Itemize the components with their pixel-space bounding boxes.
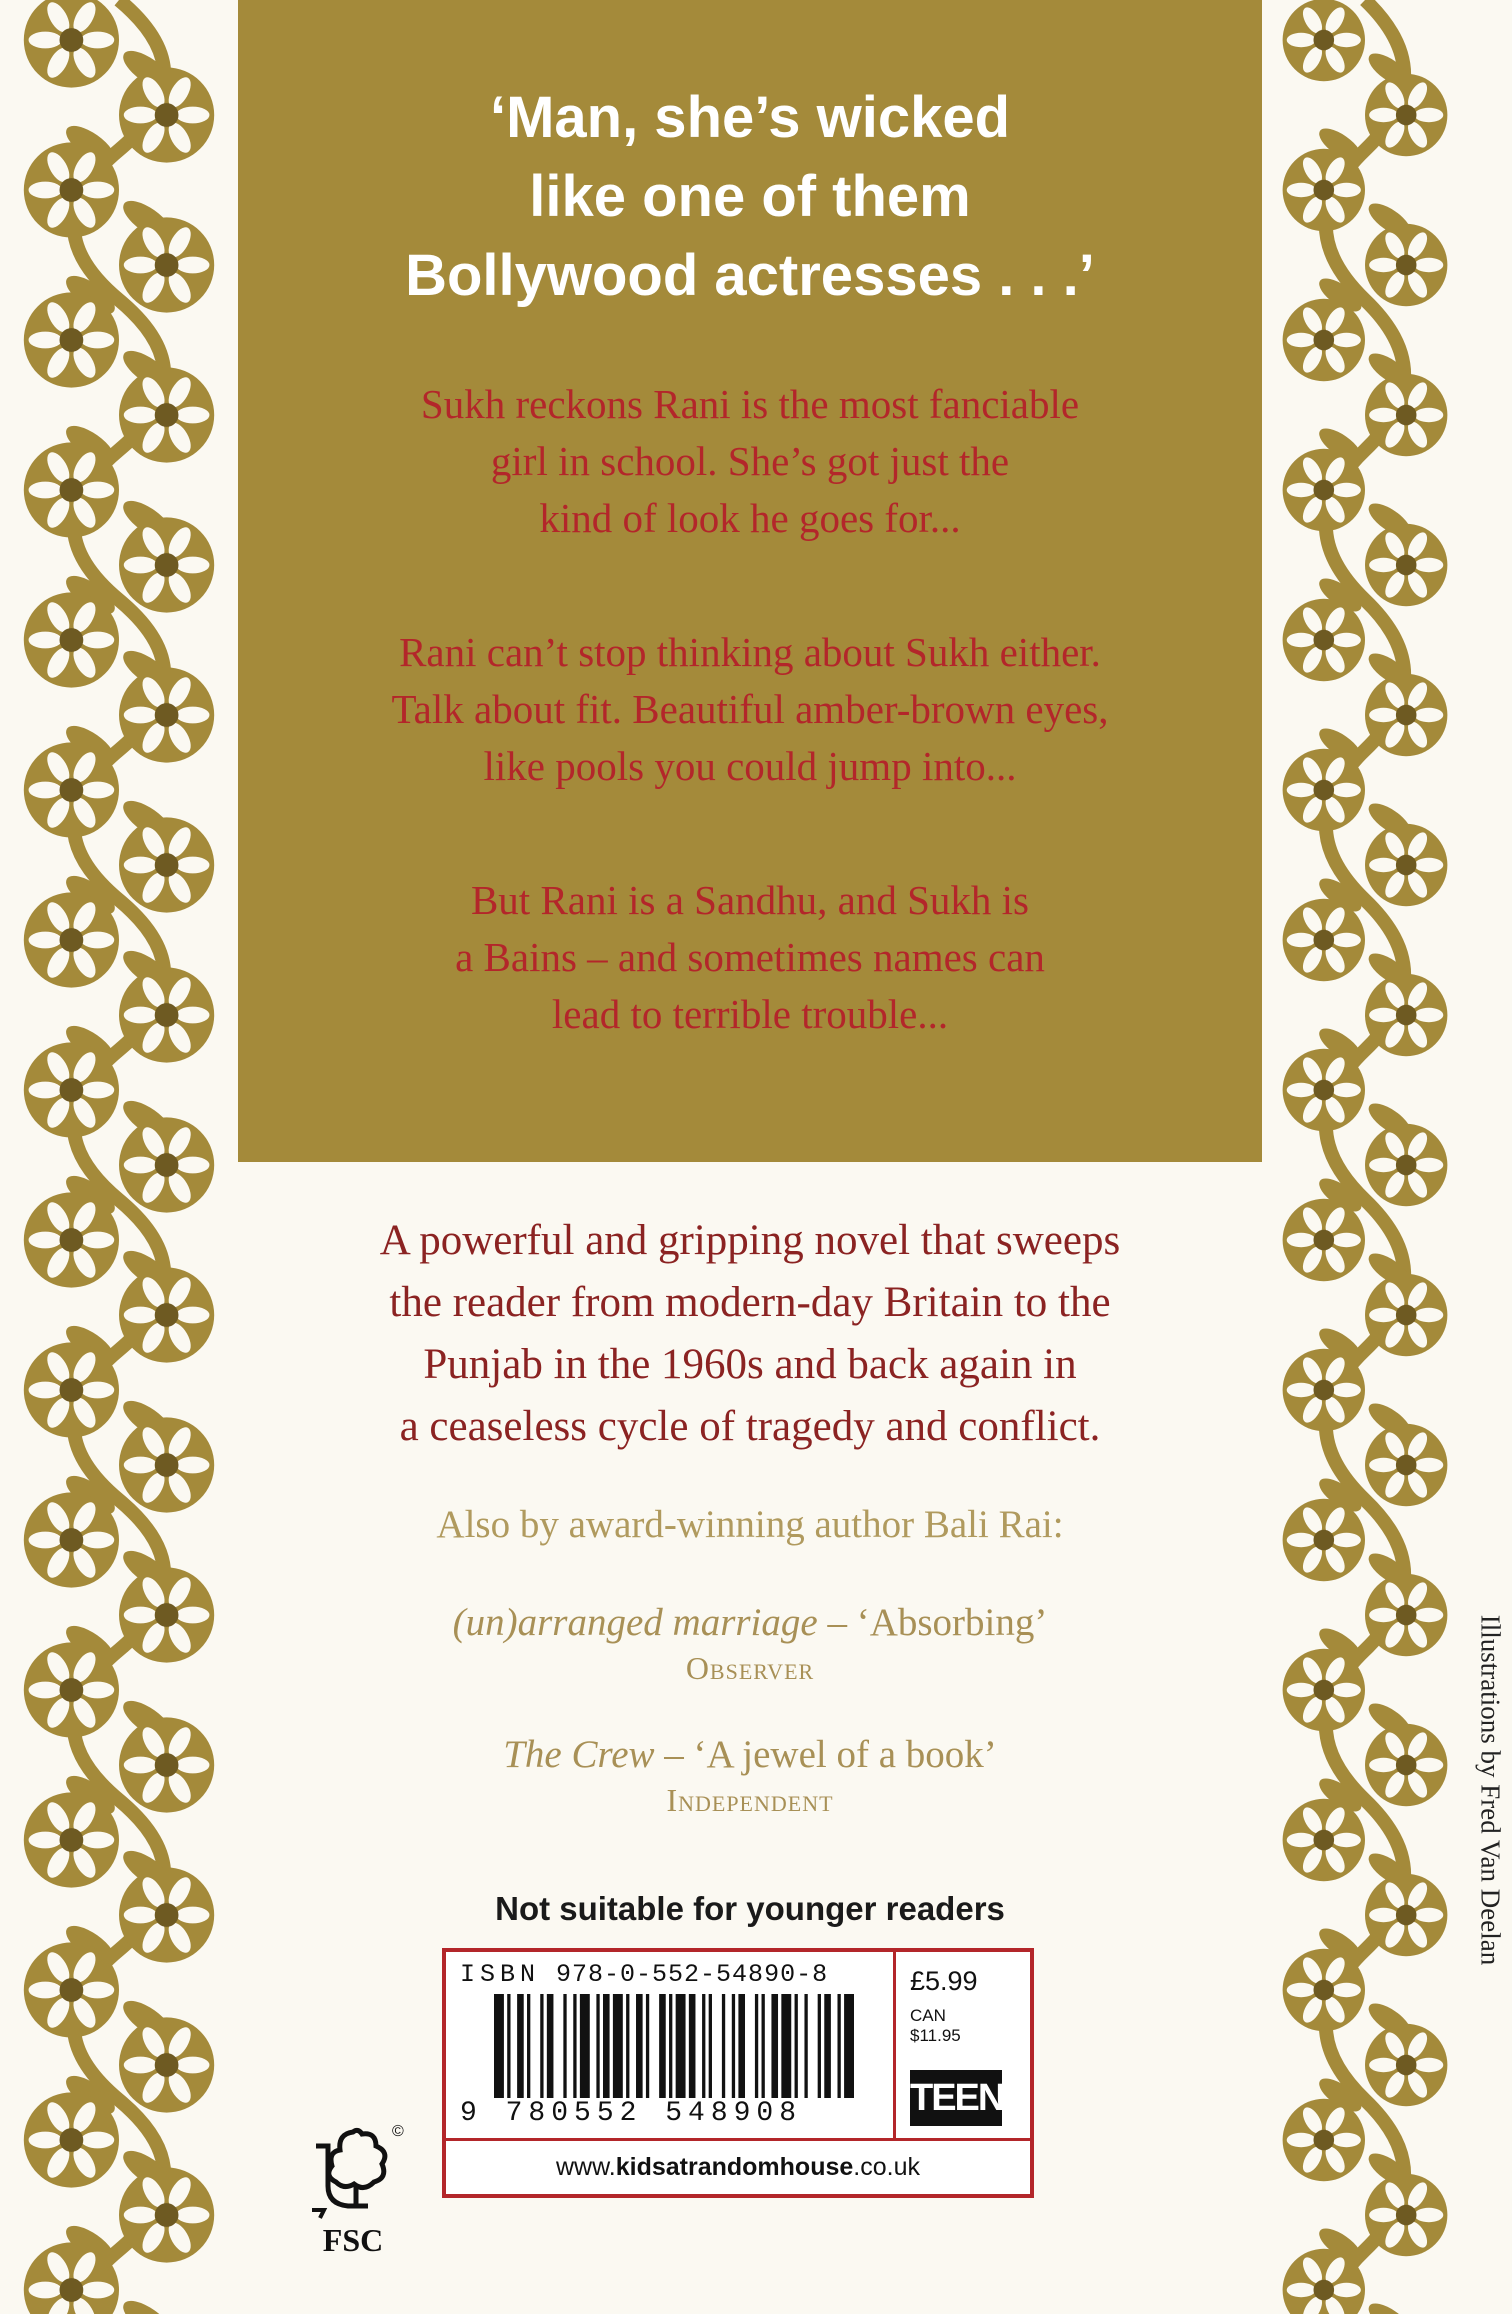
- summary-line: A powerful and gripping novel that sweeps: [379, 1217, 1121, 1264]
- blurb-line: kind of look he goes for...: [539, 495, 961, 541]
- price-gbp: £5.99: [910, 1966, 978, 1996]
- tagline-line: ‘Man, she’s wicked: [489, 85, 1011, 150]
- right-floral-border: [1262, 0, 1468, 2314]
- blurb-line: Rani can’t stop thinking about Sukh either.: [399, 629, 1101, 675]
- tagline-quote: [238, 78, 1262, 315]
- blurb-line: Sukh reckons Rani is the most fanciable: [420, 381, 1080, 427]
- review-entry: [238, 1598, 1262, 1688]
- isbn-word: ISBN: [460, 1960, 541, 1989]
- website-prefix: www.: [556, 2153, 616, 2181]
- tagline-line: like one of them: [529, 164, 971, 229]
- blurb-paragraph: [238, 624, 1262, 795]
- summary-paragraph: [238, 1210, 1262, 1458]
- info-panel: [238, 1162, 1262, 2314]
- price-can: [910, 2006, 961, 2046]
- review-book-title: (un)arranged marriage: [452, 1601, 818, 1644]
- summary-line: Punjab in the 1960s and back again in: [423, 1341, 1077, 1388]
- price-area: [896, 1952, 1030, 2138]
- blurb-line: Talk about fit. Beautiful amber-brown eyes,: [391, 686, 1109, 732]
- age-warning: Not suitable for younger readers: [495, 1890, 1005, 1927]
- blurb-line: But Rani is a Sandhu, and Sukh is: [470, 877, 1030, 923]
- barcode-digits: 9 780552 548908: [460, 2098, 803, 2129]
- blurb-paragraph: [238, 872, 1262, 1043]
- barcode-area: [446, 1952, 896, 2138]
- website-url[interactable]: [446, 2141, 1030, 2193]
- barcode-bars-icon: [494, 1994, 854, 2098]
- fsc-tree-icon: [298, 2116, 408, 2222]
- registered-mark: ©: [392, 2123, 404, 2140]
- illustration-credit: Illustrations by Fred Van Deelan: [1475, 1614, 1506, 1966]
- price-can-label: CAN: [910, 2006, 946, 2025]
- floral-pattern-icon: [0, 0, 238, 2314]
- review-entry: [238, 1730, 1262, 1820]
- tagline-line: Bollywood actresses . . .’: [405, 243, 1095, 308]
- review-book-title: The Crew: [503, 1733, 655, 1776]
- floral-pattern-icon: [1262, 0, 1468, 2314]
- left-floral-border: [0, 0, 238, 2314]
- review-quote: – ‘Absorbing’: [827, 1601, 1048, 1644]
- summary-line: the reader from modern-day Britain to the: [389, 1279, 1111, 1326]
- isbn-number: 978-0-552-54890-8: [556, 1960, 829, 1989]
- price-can-value: $11.95: [910, 2026, 961, 2045]
- blurb-line: girl in school. She’s got just the: [490, 438, 1010, 484]
- website-domain: kidsatrandomhouse: [615, 2153, 854, 2181]
- review-source: Observer: [685, 1650, 815, 1686]
- review-quote: – ‘A jewel of a book’: [664, 1733, 997, 1776]
- blurb-line: a Bains – and sometimes names can: [455, 934, 1045, 980]
- website-row: [446, 2138, 1030, 2194]
- blurb-line: lead to terrible trouble...: [551, 991, 949, 1037]
- blurb-panel: [238, 0, 1262, 1162]
- fsc-logo: [298, 2116, 408, 2266]
- summary-line: a ceaseless cycle of tragedy and conflict.: [399, 1403, 1101, 1450]
- blurb-paragraph: [238, 376, 1262, 547]
- barcode-box: [442, 1948, 1034, 2198]
- teen-badge: TEEN: [910, 2070, 1002, 2126]
- fsc-label: FSC: [322, 2222, 384, 2258]
- blurb-line: like pools you could jump into...: [483, 743, 1017, 789]
- isbn-label: [460, 1960, 828, 1989]
- website-suffix: .co.uk: [853, 2153, 920, 2181]
- review-source: Independent: [666, 1782, 834, 1818]
- also-by-heading: Also by award-winning author Bali Rai:: [436, 1503, 1064, 1546]
